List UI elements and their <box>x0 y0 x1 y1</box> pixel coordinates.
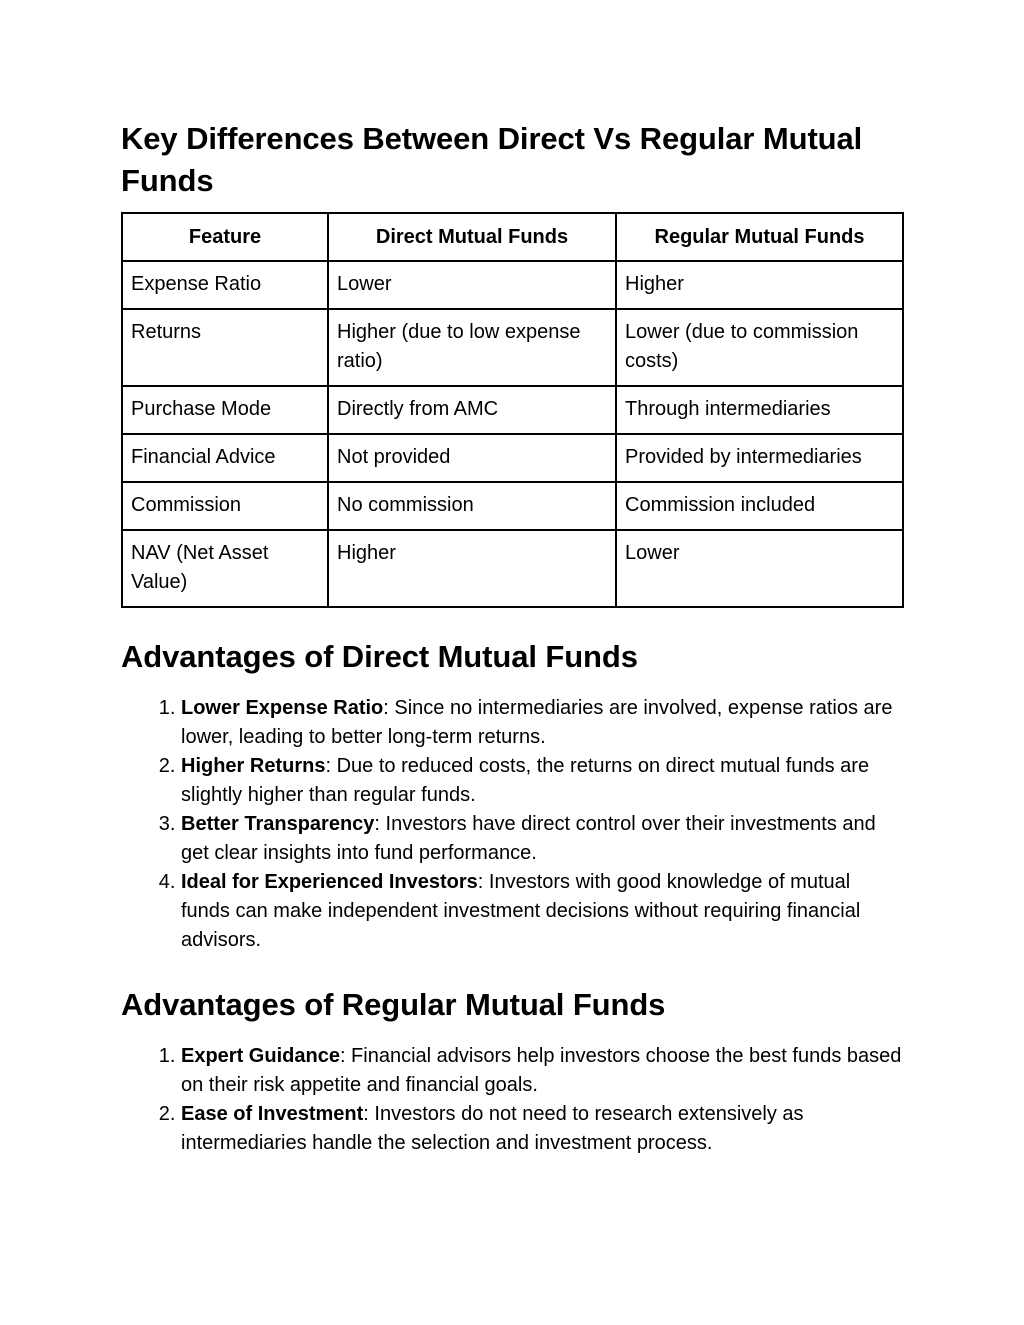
list-item <box>181 694 902 752</box>
list-item <box>181 868 902 955</box>
table-cell: Through intermediaries <box>616 386 903 434</box>
list-item-desc: : Financial advisors help investors choose the best funds based on their risk appetite and financial goals. <box>181 1045 902 1096</box>
table-row <box>122 309 903 386</box>
table-row <box>122 261 903 309</box>
list-item-term: Ease of Investment <box>181 1103 364 1125</box>
table-cell: Higher <box>616 261 903 309</box>
list-item-term: Lower Expense Ratio <box>181 697 384 719</box>
table-row <box>122 482 903 530</box>
table-cell: Commission <box>122 482 328 530</box>
table-row <box>122 434 903 482</box>
table-cell: Purchase Mode <box>122 386 328 434</box>
list-item-desc: : Due to reduced costs, the returns on direct mutual funds are slightly higher than regular funds. <box>181 755 870 806</box>
list-item-term: Better Transparency <box>181 813 375 835</box>
table-cell: Returns <box>122 309 328 386</box>
table-cell: Not provided <box>328 434 616 482</box>
list-item-desc: : Investors have direct control over their investments and get clear insights into fund performance. <box>181 813 876 864</box>
table-header-cell: Regular Mutual Funds <box>616 213 903 261</box>
list-item-term: Expert Guidance <box>181 1045 340 1067</box>
list-item <box>181 810 902 868</box>
list-item-term: Higher Returns <box>181 755 326 777</box>
table-cell: Provided by intermediaries <box>616 434 903 482</box>
table-cell: No commission <box>328 482 616 530</box>
list-item-desc: : Investors do not need to research extensively as intermediaries handle the selection and investment process. <box>181 1103 804 1154</box>
table-cell: Expense Ratio <box>122 261 328 309</box>
table-header-cell: Feature <box>122 213 328 261</box>
section-title-key-differences: Key Differences Between Direct Vs Regular Mutual Funds <box>121 121 863 198</box>
list-item-term: Ideal for Experienced Investors <box>181 871 478 893</box>
list-item-desc: : Since no intermediaries are involved, expense ratios are lower, leading to better long-term returns. <box>181 697 893 748</box>
comparison-table <box>121 212 904 608</box>
list-item <box>181 752 902 810</box>
table-row <box>122 530 903 607</box>
table-row <box>122 386 903 434</box>
table-cell: Higher (due to low expense ratio) <box>328 309 616 386</box>
table-cell: Lower (due to commission costs) <box>616 309 903 386</box>
table-cell: Directly from AMC <box>328 386 616 434</box>
table-cell: Lower <box>328 261 616 309</box>
table-cell: Financial Advice <box>122 434 328 482</box>
section-title-regular-advantages: Advantages of Regular Mutual Funds <box>121 987 666 1022</box>
direct-advantages-list <box>121 694 902 955</box>
table-cell: Lower <box>616 530 903 607</box>
table-header-cell: Direct Mutual Funds <box>328 213 616 261</box>
table-cell: NAV (Net Asset Value) <box>122 530 328 607</box>
table-header-row <box>122 213 903 261</box>
list-item <box>181 1042 902 1100</box>
list-item <box>181 1100 902 1158</box>
document-page <box>121 118 902 1158</box>
section-title-direct-advantages: Advantages of Direct Mutual Funds <box>121 639 638 674</box>
table-cell: Higher <box>328 530 616 607</box>
list-item-desc: : Investors with good knowledge of mutual funds can make independent investment decisions without requiring financial advisors. <box>181 871 861 951</box>
regular-advantages-list <box>121 1042 902 1158</box>
table-cell: Commission included <box>616 482 903 530</box>
